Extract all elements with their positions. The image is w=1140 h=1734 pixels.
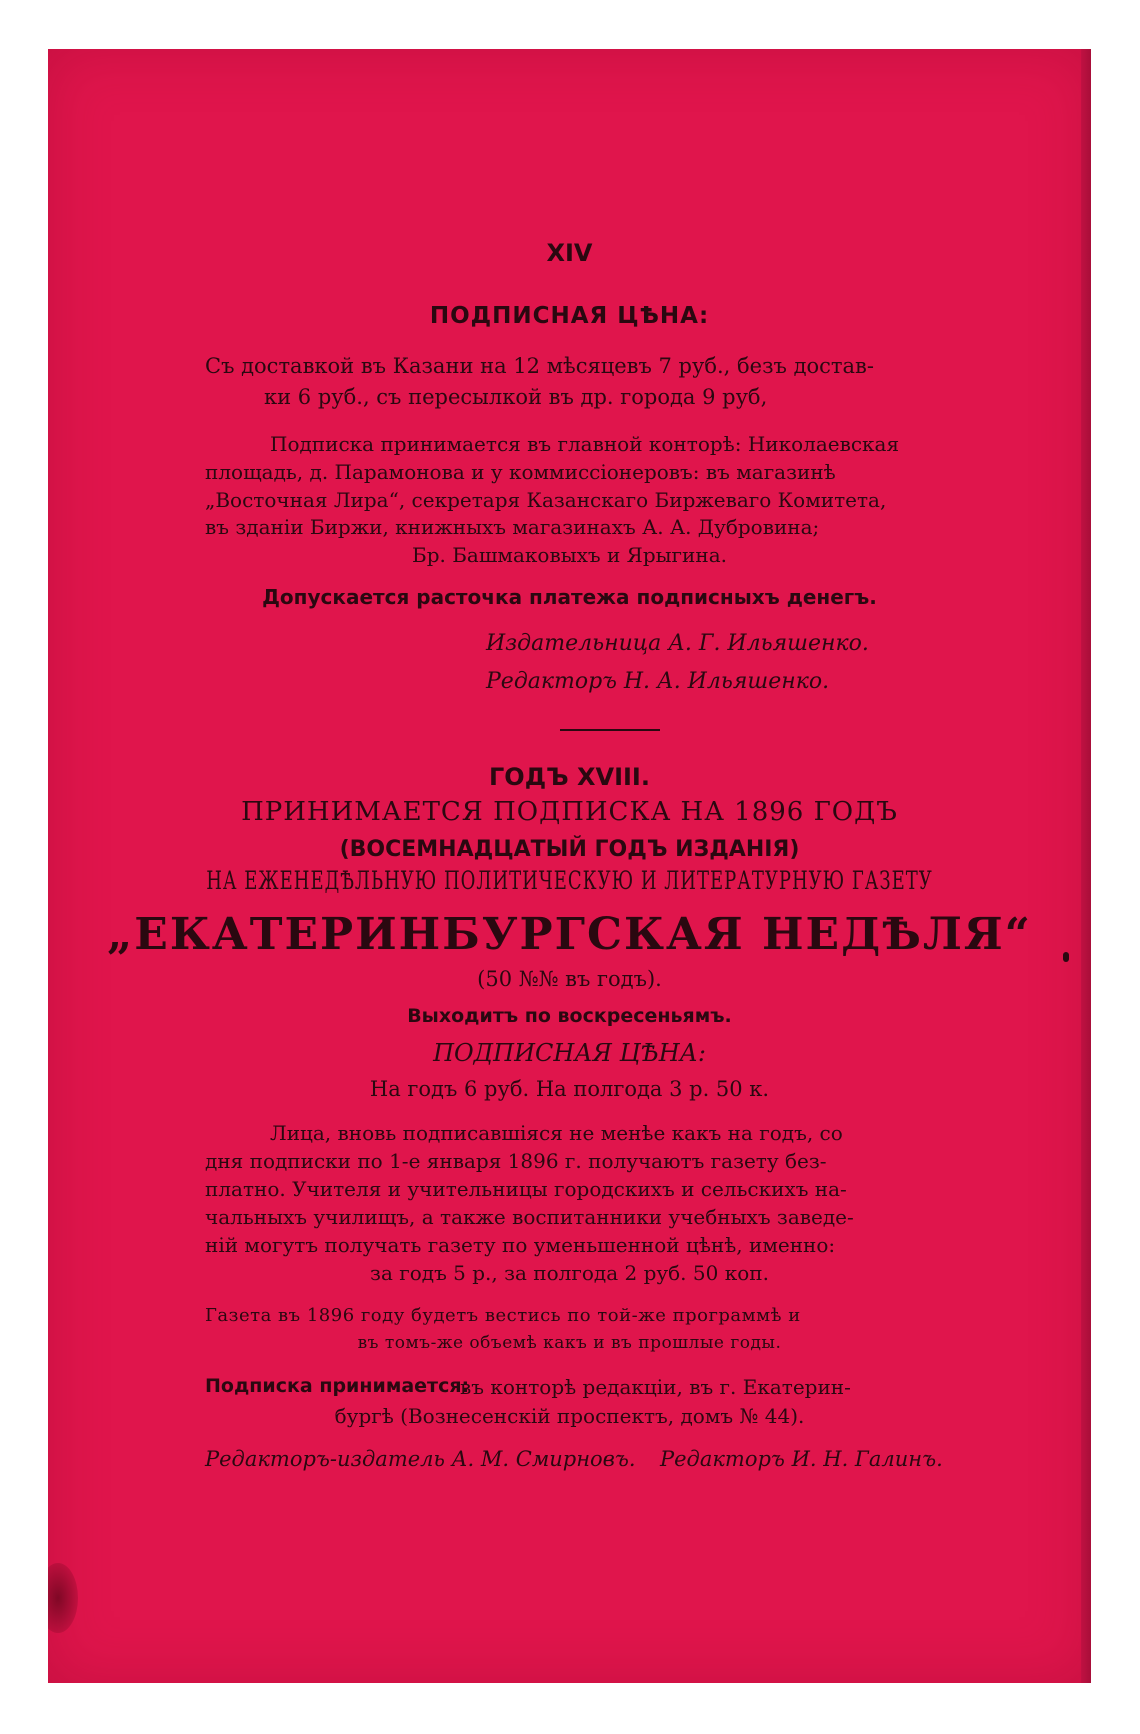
edition-line: (ВОСЕМНАДЦАТЫЙ ГОДЪ ИЗДАНІЯ) (339, 837, 800, 862)
office-text: въ конторѣ редакціи, въ г. Екатерин- (460, 1375, 851, 1399)
margin-mark (1063, 952, 1069, 962)
page-number: XIV (546, 239, 593, 267)
publisher-line: Издательница А. Г. Ильяшенко. (486, 631, 869, 656)
offices-line-3: „Восточная Лира“, секретаря Казанскаго Биржеваго Комитета, (205, 488, 887, 512)
price-heading-italic: ПОДПИСНАЯ ЦѢНА: (433, 1039, 706, 1067)
gazette-title: „ЕКАТЕРИНБУРГСКАЯ НЕДѢЛЯ“ (107, 909, 1032, 960)
gazette-description: НА ЕЖЕНЕДѢЛЬНУЮ ПОЛИТИЧЕСКУЮ И ЛИТЕРАТУРНУЮ ГАЗЕТУ (206, 866, 933, 897)
issues-per-year: (50 №№ въ годъ). (477, 967, 662, 991)
editor-galin-line: Редакторъ И. Н. Галинъ. (660, 1447, 943, 1471)
discount-line-4: чальныхъ училищъ, а также воспитанники учебныхъ заведе- (205, 1205, 854, 1229)
section-divider (560, 729, 660, 731)
subscription-1896-line: ПРИНИМАЕТСЯ ПОДПИСКА НА 1896 ГОДЪ (241, 797, 898, 827)
schedule-line: Выходитъ по воскресеньямъ. (407, 1005, 732, 1027)
ink-smudge (48, 1563, 78, 1633)
discount-line-2: дня подписки по 1-е января 1896 г. получаютъ газету без- (205, 1149, 827, 1173)
discount-line-3: платно. Учителя и учительницы городскихъ и сельскихъ на- (205, 1177, 847, 1201)
offices-line-4: въ зданіи Биржи, книжныхъ магазинахъ А. А. Дубровина; (205, 515, 820, 539)
publisher-editor-line: Редакторъ-издатель А. М. Смирновъ. (205, 1447, 636, 1471)
subscription-price-heading: ПОДПИСНАЯ ЦѢНА: (429, 303, 710, 329)
price-line-2: ки 6 руб., съ пересылкой въ др. города 9 руб, (264, 385, 768, 409)
office-address: бургѣ (Вознесенскій проспектъ, домъ № 44). (334, 1404, 805, 1428)
offices-line-2: площадь, д. Парамонова и у коммиссіонеровъ: въ магазинѣ (205, 460, 836, 484)
discount-line-5: ній могутъ получать газету по уменьшенной цѣнѣ, именно: (205, 1233, 836, 1257)
discount-line-1: Лица, вновь подписавшіяся не менѣе какъ на годъ, со (270, 1121, 843, 1145)
price-line-1: Съ доставкой въ Казани на 12 мѣсяцевъ 7 руб., безъ достав- (205, 354, 874, 378)
program-line-2: въ томъ-же объемѣ какъ и въ прошлые годы. (357, 1333, 782, 1353)
offices-line-1: Подписка принимается въ главной конторѣ: Николаевская (270, 432, 900, 456)
office-label: Подписка принимается: (205, 1375, 470, 1397)
discount-line-6: за годъ 5 р., за полгода 2 руб. 50 коп. (370, 1261, 769, 1285)
price-line: На годъ 6 руб. На полгода 3 р. 50 к. (369, 1077, 770, 1101)
offices-line-5: Бр. Башмаковыхъ и Ярыгина. (412, 543, 727, 567)
installment-note: Допускается расточка платежа подписныхъ денегъ. (262, 585, 877, 609)
year-line: ГОДЪ XVIII. (489, 763, 650, 791)
editor-line: Редакторъ Н. А. Ильяшенко. (486, 669, 830, 694)
program-line-1: Газета въ 1896 году будетъ вестись по той-же программѣ и (205, 1305, 801, 1326)
printed-page (48, 49, 1091, 1683)
